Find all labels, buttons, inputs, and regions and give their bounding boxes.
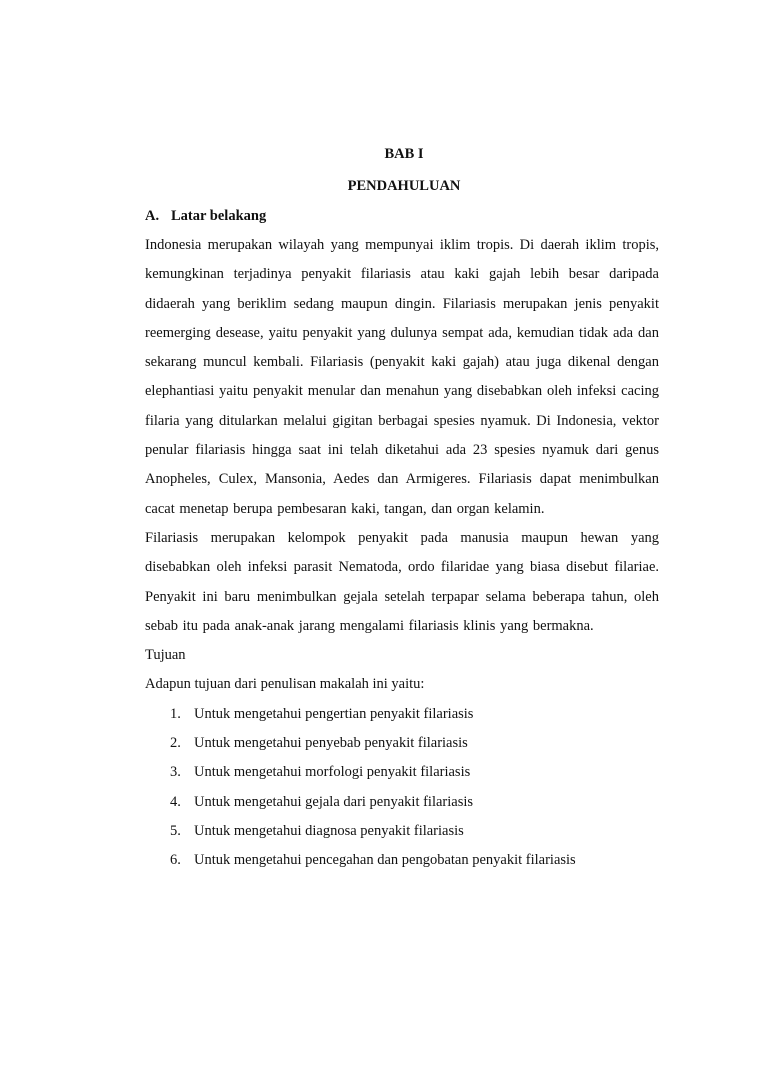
list-item xyxy=(145,758,659,787)
goal-list xyxy=(145,700,659,876)
list-item-number: 2. xyxy=(170,735,181,752)
list-item-number: 4. xyxy=(170,793,181,810)
list-item xyxy=(145,788,659,817)
list-item-number: 3. xyxy=(170,764,181,781)
list-item-text: Untuk mengetahui gejala dari penyakit filariasis xyxy=(194,793,474,810)
tujuan-intro: Adapun tujuan dari penulisan makalah ini yaitu: xyxy=(145,676,425,693)
list-item-number: 1. xyxy=(170,705,181,722)
section-title: Latar belakang xyxy=(171,208,267,224)
list-item-text: Untuk mengetahui morfologi penyakit filariasis xyxy=(194,764,471,781)
section-heading xyxy=(145,202,659,231)
list-item-number: 5. xyxy=(170,822,181,839)
list-item xyxy=(145,846,659,875)
list-item xyxy=(145,817,659,846)
list-item-number: 6. xyxy=(170,852,181,869)
list-item-text: Untuk mengetahui pengertian penyakit filariasis xyxy=(194,705,474,722)
list-item-text: Untuk mengetahui diagnosa penyakit filariasis xyxy=(194,822,464,839)
paragraph-background: Indonesia merupakan wilayah yang mempunyai iklim tropis. Di daerah iklim tropis, kemungkinan terjadinya penyakit filariasis atau kaki gajah lebih besar daripada didaerah yang beriklim sedang maupun dingin. Filariasis merupakan jenis penyakit reemerging desease, yaitu penyakit yang dulunya sempat ada, kemudian tidak ada dan sekarang muncul kembali. Filariasis (penyakit kaki gajah) atau juga dikenal dengan elephantiasi yaitu penyakit menular dan menahun yang disebabkan oleh infeksi cacing filaria yang ditularkan melalui gigitan berbagai spesies nyamuk. Di Indonesia, vektor penular filariasis hingga saat ini telah diketahui ada 23 spesies nyamuk dari genus Anopheles, Culex, Mansonia, Aedes dan Armigeres. Filariasis dapat menimbulkan cacat menetap berupa pembesaran kaki, tangan, dan organ kelamin. xyxy=(145,237,659,517)
list-item xyxy=(145,729,659,758)
list-item-text: Untuk mengetahui penyebab penyakit filariasis xyxy=(194,735,468,752)
chapter-title: PENDAHULUAN xyxy=(347,178,461,194)
chapter-number: BAB I xyxy=(384,146,424,162)
list-item xyxy=(145,700,659,729)
list-item-text: Untuk mengetahui pencegahan dan pengobatan penyakit filariasis xyxy=(194,852,576,869)
document-body xyxy=(145,202,659,876)
paragraph-filariasis-definition: Filariasis merupakan kelompok penyakit pada manusia maupun hewan yang disebabkan oleh infeksi parasit Nematoda, ordo filaridae yang biasa disebut filariae. Penyakit ini baru menimbulkan gejala setelah terpapar selama beberapa tahun, oleh sebab itu pada anak-anak jarang mengalami filariasis klinis yang bermakna. xyxy=(145,529,659,634)
section-number: A. xyxy=(145,208,160,224)
tujuan-heading: Tujuan xyxy=(145,647,186,664)
